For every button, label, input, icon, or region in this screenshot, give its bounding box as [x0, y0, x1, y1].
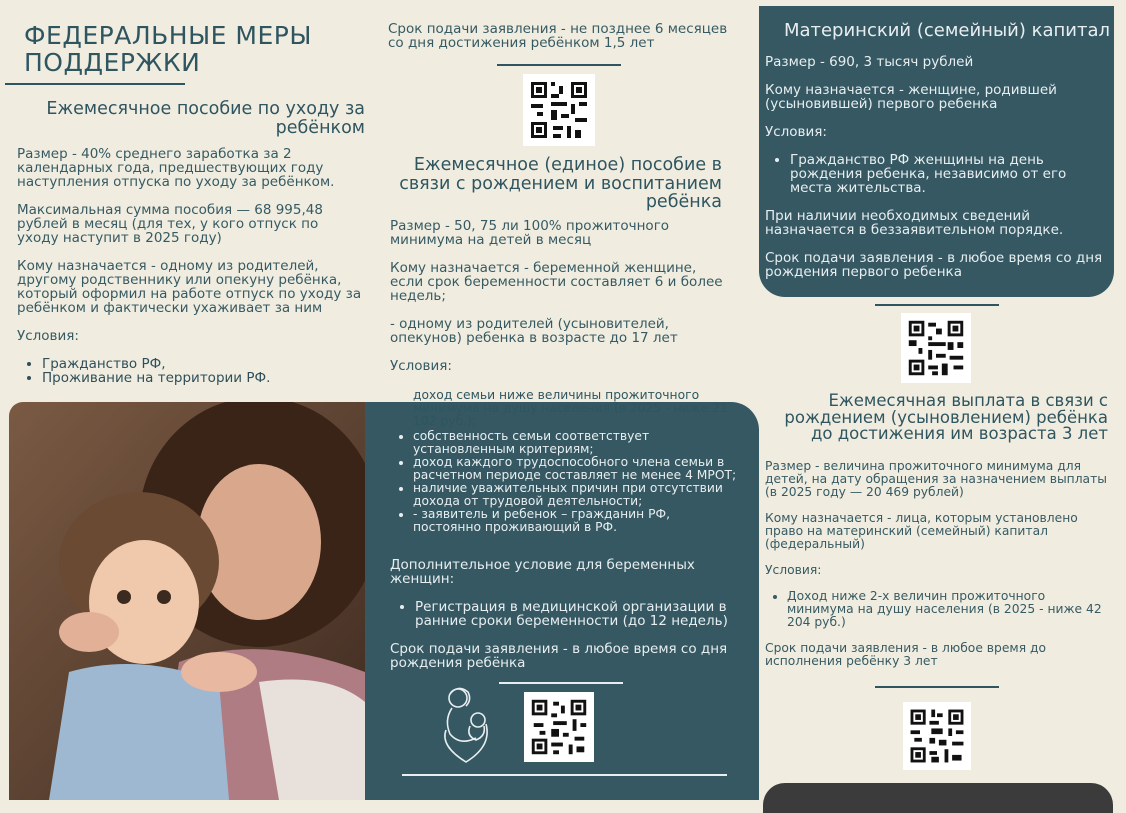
maternity-capital-heading: Материнский (семейный) капитал	[783, 20, 1110, 41]
col2-deadline-top	[388, 22, 728, 50]
card-deadline: Срок подачи заявления - в любое время со дня рождения первого ребенка	[765, 249, 1103, 280]
col3-size2: Размер - величина прожиточного минимума для детей, на дату обращения за назначением выплаты (в 2025 году — 20 469 рублей)	[765, 459, 1107, 499]
qr-code-icon	[524, 692, 594, 762]
mother-child-icon	[436, 684, 498, 764]
photo-illustration	[9, 402, 365, 800]
col1-size: Размер - 40% среднего заработка за 2 календарных года, предшествующих году наступления отпуска по уходу за ребёнком.	[17, 146, 335, 190]
mother-child-icon	[436, 684, 498, 764]
col2-conditions-label: Условия:	[390, 358, 452, 374]
mother-child-photo	[9, 402, 365, 800]
col2-deadline: Срок подачи заявления - в любое время со дня рождения ребёнка	[390, 641, 728, 671]
card-conditions-list	[765, 153, 1110, 195]
col2-conditions-list	[395, 389, 740, 534]
divider	[497, 64, 621, 66]
qr-code-icon	[523, 74, 595, 146]
col2-size: Размер - 50, 75 ли 100% прожиточного минимума на детей в месяц	[390, 218, 670, 248]
qr-code-icon	[903, 702, 971, 770]
col1-conditions-list	[17, 357, 362, 385]
col2-conditions	[395, 389, 740, 534]
col1-body	[17, 147, 362, 385]
page-title: ФЕДЕРАЛЬНЫЕ МЕРЫ ПОДДЕРЖКИ	[24, 21, 312, 77]
qr-code-icon	[901, 313, 971, 383]
list-item: • собственность семьи соответствует установленным критериям;	[413, 430, 740, 456]
list-item: • доход каждого трудоспособного члена семьи в расчетном периоде составляет не менее 4 МРОТ;	[413, 456, 740, 482]
list-item: • Регистрация в медицинской организации в ранние сроки беременности (до 12 недель)	[415, 600, 735, 628]
next-card-edge	[763, 783, 1113, 813]
divider	[875, 304, 999, 306]
list-item: • Гражданство РФ женщины на день рождения ребенка, независимо от его места жительства.	[790, 153, 1110, 195]
list-item: • - заявитель и ребенок – гражданин РФ, постоянно проживающий в РФ.	[413, 508, 740, 534]
col3-heading2: Ежемесячная выплата в связи с рождением (усыновлением) ребёнка до достижения им возраста 3 лет	[784, 391, 1108, 443]
col2-extra-label: Дополнительное условие для беременных женщин:	[390, 557, 695, 587]
divider	[875, 686, 999, 688]
col1-who: Кому назначается - одному из родителей, другому родственнику или опекуну ребёнка, который оформил на работе отпуск по уходу за ребёнком и фактически ухаживает за ним	[17, 258, 362, 316]
col1-max: Максимальная сумма пособия — 68 995,48 рублей в месяц (для тех, у кого отпуск по уходу наступит в 2025 году)	[17, 202, 323, 246]
card-who: Кому назначается - женщине, родившей (усыновившей) первого ребенка	[765, 81, 1057, 112]
col3-body2	[765, 460, 1110, 668]
card-conditions-label: Условия:	[765, 123, 827, 140]
qr-code-icon	[903, 702, 971, 770]
divider	[402, 774, 727, 776]
card-note: При наличии необходимых сведений назначается в беззаявительном порядке.	[765, 207, 1064, 238]
col2-extra	[390, 558, 735, 670]
list-item: • наличие уважительных причин при отсутствии дохода от трудовой деятельности;	[413, 482, 740, 508]
col1-heading: Ежемесячное пособие по уходу за ребёнком	[46, 99, 365, 138]
col3-conditions-list2	[765, 590, 1110, 629]
list-item: • Проживание на территории РФ.	[42, 371, 362, 385]
qr-code-icon	[524, 692, 594, 762]
qr-code-icon	[901, 313, 971, 383]
title-underline	[5, 83, 185, 85]
col2-heading: Ежемесячное (единое) пособие в связи с рождением и воспитанием ребёнка	[399, 155, 722, 212]
col1-conditions-label: Условия:	[17, 328, 79, 344]
list-item: • Доход ниже 2-х величин прожиточного минимума на душу населения (в 2025 - ниже 42 204 руб.)	[787, 590, 1110, 629]
col3-deadline2: Срок подачи заявления - в любое время до исполнения ребёнку 3 лет	[765, 641, 1047, 668]
qr-code-icon	[523, 74, 595, 146]
col3-conditions-label2: Условия:	[765, 563, 822, 577]
col2-who1: Кому назначается - беременной женщине, если срок беременности составляет 6 и более недель;	[390, 260, 723, 304]
col2-extra-list	[390, 600, 735, 628]
col2-deadline-top-text: Срок подачи заявления - не позднее 6 месяцев со дня достижения ребёнком 1,5 лет	[388, 21, 728, 51]
list-item: доход семьи ниже величины прожиточного минимума на душу населения (в 2025 - ниже 21 102 руб.);	[413, 388, 728, 428]
col2-body	[390, 219, 730, 373]
col2-who2: - одному из родителей (усыновителей, опекунов) ребенка в возрасте до 17 лет	[390, 316, 678, 346]
list-item: • Гражданство РФ,	[42, 357, 362, 371]
col3-who2: Кому назначается - лица, которым установлено право на материнский (семейный) капитал (федеральный)	[765, 511, 1078, 551]
maternity-capital-content	[765, 22, 1110, 279]
card-size: Размер - 690, 3 тысяч рублей	[765, 53, 974, 70]
divider	[499, 682, 623, 684]
